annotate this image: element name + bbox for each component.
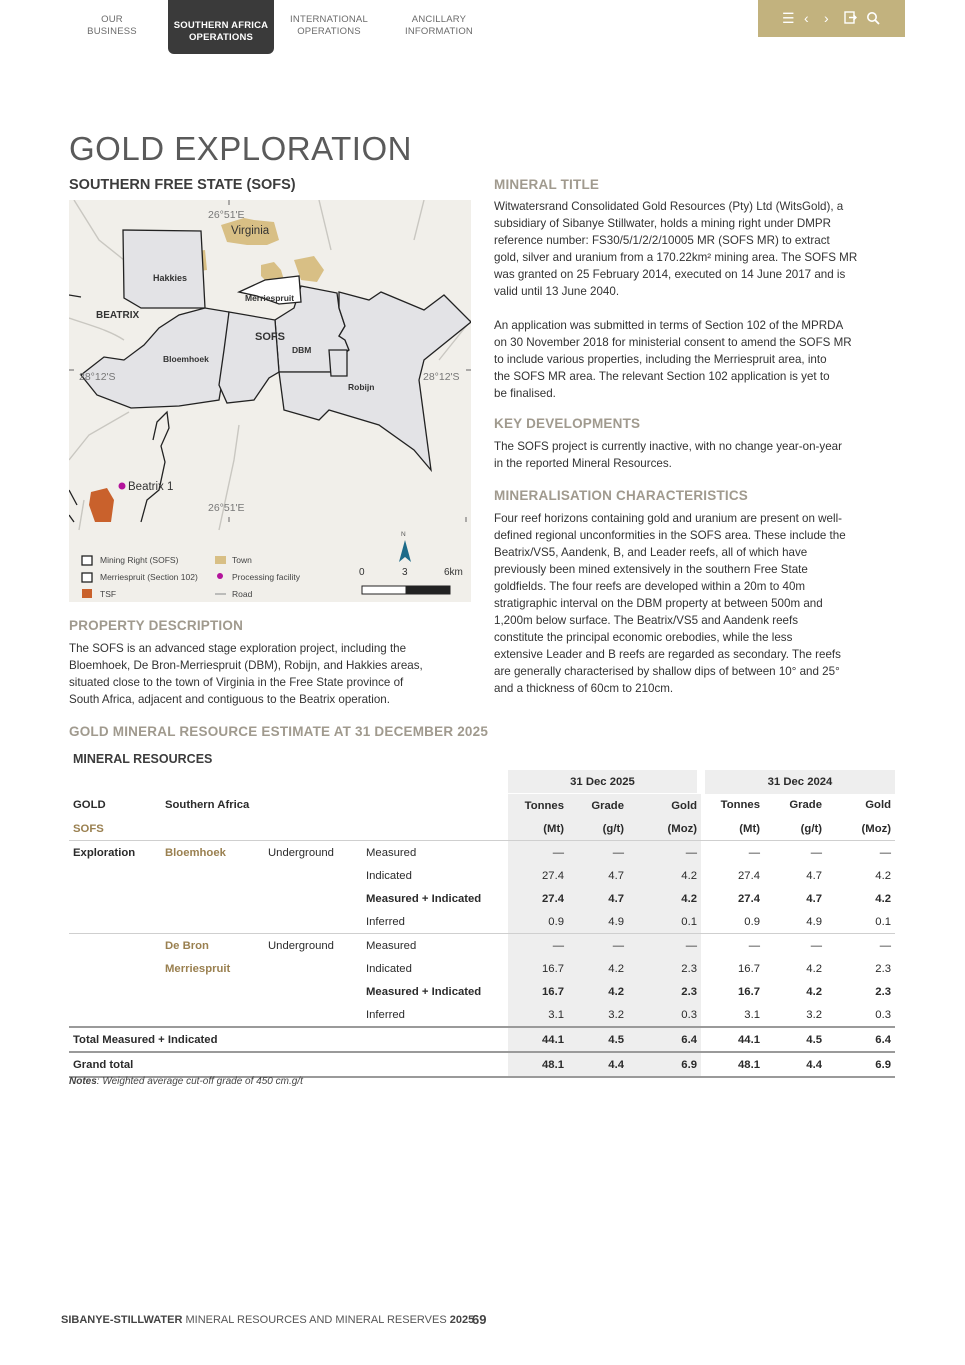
processing-facility-icon: [119, 483, 126, 490]
heading-key-developments: KEY DEVELOPMENTS: [494, 416, 641, 431]
tab-label-line1: INTERNATIONAL: [290, 14, 368, 25]
tab-label-line1: OUR: [101, 14, 123, 25]
heading-property-description: PROPERTY DESCRIPTION: [69, 618, 244, 633]
tab-label-line2: OPERATIONS: [297, 26, 361, 37]
tab-our-business[interactable]: [80, 14, 144, 38]
map-label-lon-top: 26°51'E: [208, 209, 245, 221]
period-2024: 31 Dec 2024: [701, 770, 895, 794]
map-label-robijn: Robijn: [348, 382, 375, 392]
table-header-columns: GOLD Southern Africa Tonnes Grade Gold Tonnes Grade Gold: [69, 794, 895, 818]
table-row: Measured + Indicated 16.7 4.2 2.3 16.7 4.2 2.3: [69, 980, 895, 1003]
north-arrow-icon: [399, 531, 411, 562]
map-label-lon-bottom: 26°51'E: [208, 502, 245, 514]
chevron-right-icon[interactable]: ›: [824, 10, 829, 26]
heading-mineral-resources: MINERAL RESOURCES: [73, 752, 213, 766]
svg-text:N: N: [401, 531, 406, 538]
map-label-dbm: DBM: [292, 345, 312, 355]
toolbar: [758, 0, 905, 37]
map-label-merriespruit: Merriespruit: [245, 293, 295, 303]
tab-label-line2: OPERATIONS: [188, 32, 254, 43]
header-gold: GOLD: [73, 799, 106, 812]
period-2025: 31 Dec 2025: [508, 770, 701, 794]
exit-icon[interactable]: [844, 11, 857, 27]
section-title-sofs: SOUTHERN FREE STATE (SOFS): [69, 177, 296, 193]
footer-text: SIBANYE-STILLWATER MINERAL RESOURCES AND MINERAL RESERVES 2025: [61, 1314, 475, 1326]
map-label-hakkies: Hakkies: [153, 273, 188, 283]
menu-icon[interactable]: ☰: [782, 10, 795, 26]
table-note: Notes: Weighted average cut-off grade of 450 cm.g/t: [69, 1076, 303, 1087]
tab-label-line2: BUSINESS: [87, 26, 137, 37]
tab-label-line2: INFORMATION: [405, 26, 473, 37]
legend-mining-right: Mining Right (SOFS): [100, 555, 179, 565]
legend-merriespruit: Merriespruit (Section 102): [100, 572, 198, 582]
scale-label-end: 6km: [444, 567, 463, 578]
property-description-text: The SOFS is an advanced stage exploration project, including the Bloemhoek, De Bron-Merriespruit (DBM), Robijn, and Hakkies areas, situated close to the town of Virginia in the Free State province of South Africa, adjacent and contiguous to the Beatrix operation.: [69, 642, 423, 706]
table-row: Merriespruit Indicated 16.7 4.2 2.3 16.7 4.2 2.3: [69, 957, 895, 980]
map-label-sofs: SOFS: [255, 331, 285, 343]
table-row: Measured + Indicated 27.4 4.7 4.2 27.4 4.7 4.2: [69, 887, 895, 910]
map-label-beatrix-1: Beatrix 1: [128, 481, 174, 493]
page-number: 69: [472, 1312, 487, 1327]
table-row: Indicated 27.4 4.7 4.2 27.4 4.7 4.2: [69, 864, 895, 887]
grand-total-row: Grand total 48.1 4.4 6.9 48.1 4.4 6.9: [69, 1052, 895, 1077]
map-label-bloemhoek: Bloemhoek: [163, 354, 209, 364]
tab-ancillary-information[interactable]: [396, 14, 482, 38]
mineral-resources-table: [69, 770, 895, 1078]
chevron-left-icon[interactable]: ‹: [804, 10, 809, 26]
tab-southern-africa-operations[interactable]: [168, 0, 274, 54]
top-navigation: [0, 0, 965, 56]
map-label-lat-left: 28°12'S: [79, 371, 116, 383]
header-sofs: SOFS: [73, 822, 104, 835]
tab-international-operations[interactable]: [282, 14, 376, 38]
legend-processing: Processing facility: [232, 572, 301, 582]
map-label-lat-right: 28°12'S: [423, 371, 460, 383]
table-header-units: SOFS (Mt) (g/t) (Moz) (Mt) (g/t) (Moz): [69, 817, 895, 841]
table-row: Exploration Bloemhoek Underground Measured — — — — — —: [69, 841, 895, 865]
tab-label-line1: SOUTHERN AFRICA: [173, 20, 269, 31]
table-row: Inferred 3.1 3.2 0.3 3.1 3.2 0.3: [69, 1003, 895, 1027]
header-region: Southern Africa: [165, 799, 250, 812]
tab-label-line1: ANCILLARY: [411, 14, 467, 25]
tsf-area: [89, 488, 114, 522]
legend-tsf: TSF: [100, 589, 117, 599]
sofs-map: [69, 200, 471, 602]
heading-resource-estimate: GOLD MINERAL RESOURCE ESTIMATE AT 31 DECEMBER 2025: [69, 724, 489, 739]
page-title: GOLD EXPLORATION: [69, 130, 412, 167]
legend-road: Road: [232, 589, 253, 599]
search-icon[interactable]: [866, 11, 880, 28]
map-legend: [82, 555, 301, 599]
map-label-virginia: Virginia: [231, 225, 270, 237]
table-row: De Bron Underground Measured — — — — — —: [69, 934, 895, 958]
mineral-title-text: Witwatersrand Consolidated Gold Resources (Pty) Ltd (WitsGold), a subsidiary of Sibanye Stillwater, holds a mining right under DMPR reference number: FS30/5/1/2/2/10005 MR (SOFS MR) to extract gold, silver and uranium from a 170.22km² mining area. The SOFS MR was granted on 25 February 2014, executed on 14 June 2017 and is valid until 13 June 2040. An application was submitted in terms of Section 102 of the MPRDA on 30 November 2018 for ministerial consent to amend the SOFS MR to include various properties, including the Merriespruit area, into the SOFS MR area. The relevant Section 102 application is yet to be finalised.: [494, 200, 858, 400]
table-header-period: [69, 770, 895, 794]
scale-label-mid: 3: [402, 567, 408, 578]
mineralisation-text: Four reef horizons containing gold and uranium are present on well- defined regional unconformities in the SOFS area. These include the Beatrix/VS5, Aandenk, B, and Leader reefs, all of which have previously been mined extensively in the southern Free State goldfields. The four reefs are developed within a 20m to 40m stratigraphic interval on the DBM property at between 500m and 1,200m below surface. The Beatrix/VS5 and Aandenk reefs constitute the principal economic orebodies, while the less extensive Leader and B reefs are regarded as secondary. The reefs are generally characterised by shallow dips of between 10° and 25° and a thickness of 60cm to 210cm.: [494, 512, 846, 695]
map-label-beatrix: BEATRIX: [96, 310, 140, 321]
scale-label-zero: 0: [359, 567, 365, 578]
scale-bar: [362, 586, 450, 594]
table-row: Inferred 0.9 4.9 0.1 0.9 4.9 0.1: [69, 910, 895, 934]
heading-mineral-title: MINERAL TITLE: [494, 177, 600, 192]
total-measured-indicated-row: Total Measured + Indicated 44.1 4.5 6.4 44.1 4.5 6.4: [69, 1027, 895, 1052]
legend-town: Town: [232, 555, 252, 565]
key-developments-text: The SOFS project is currently inactive, with no change year-on-year in the reported Mineral Resources.: [494, 440, 842, 470]
heading-mineralisation: MINERALISATION CHARACTERISTICS: [494, 488, 748, 503]
